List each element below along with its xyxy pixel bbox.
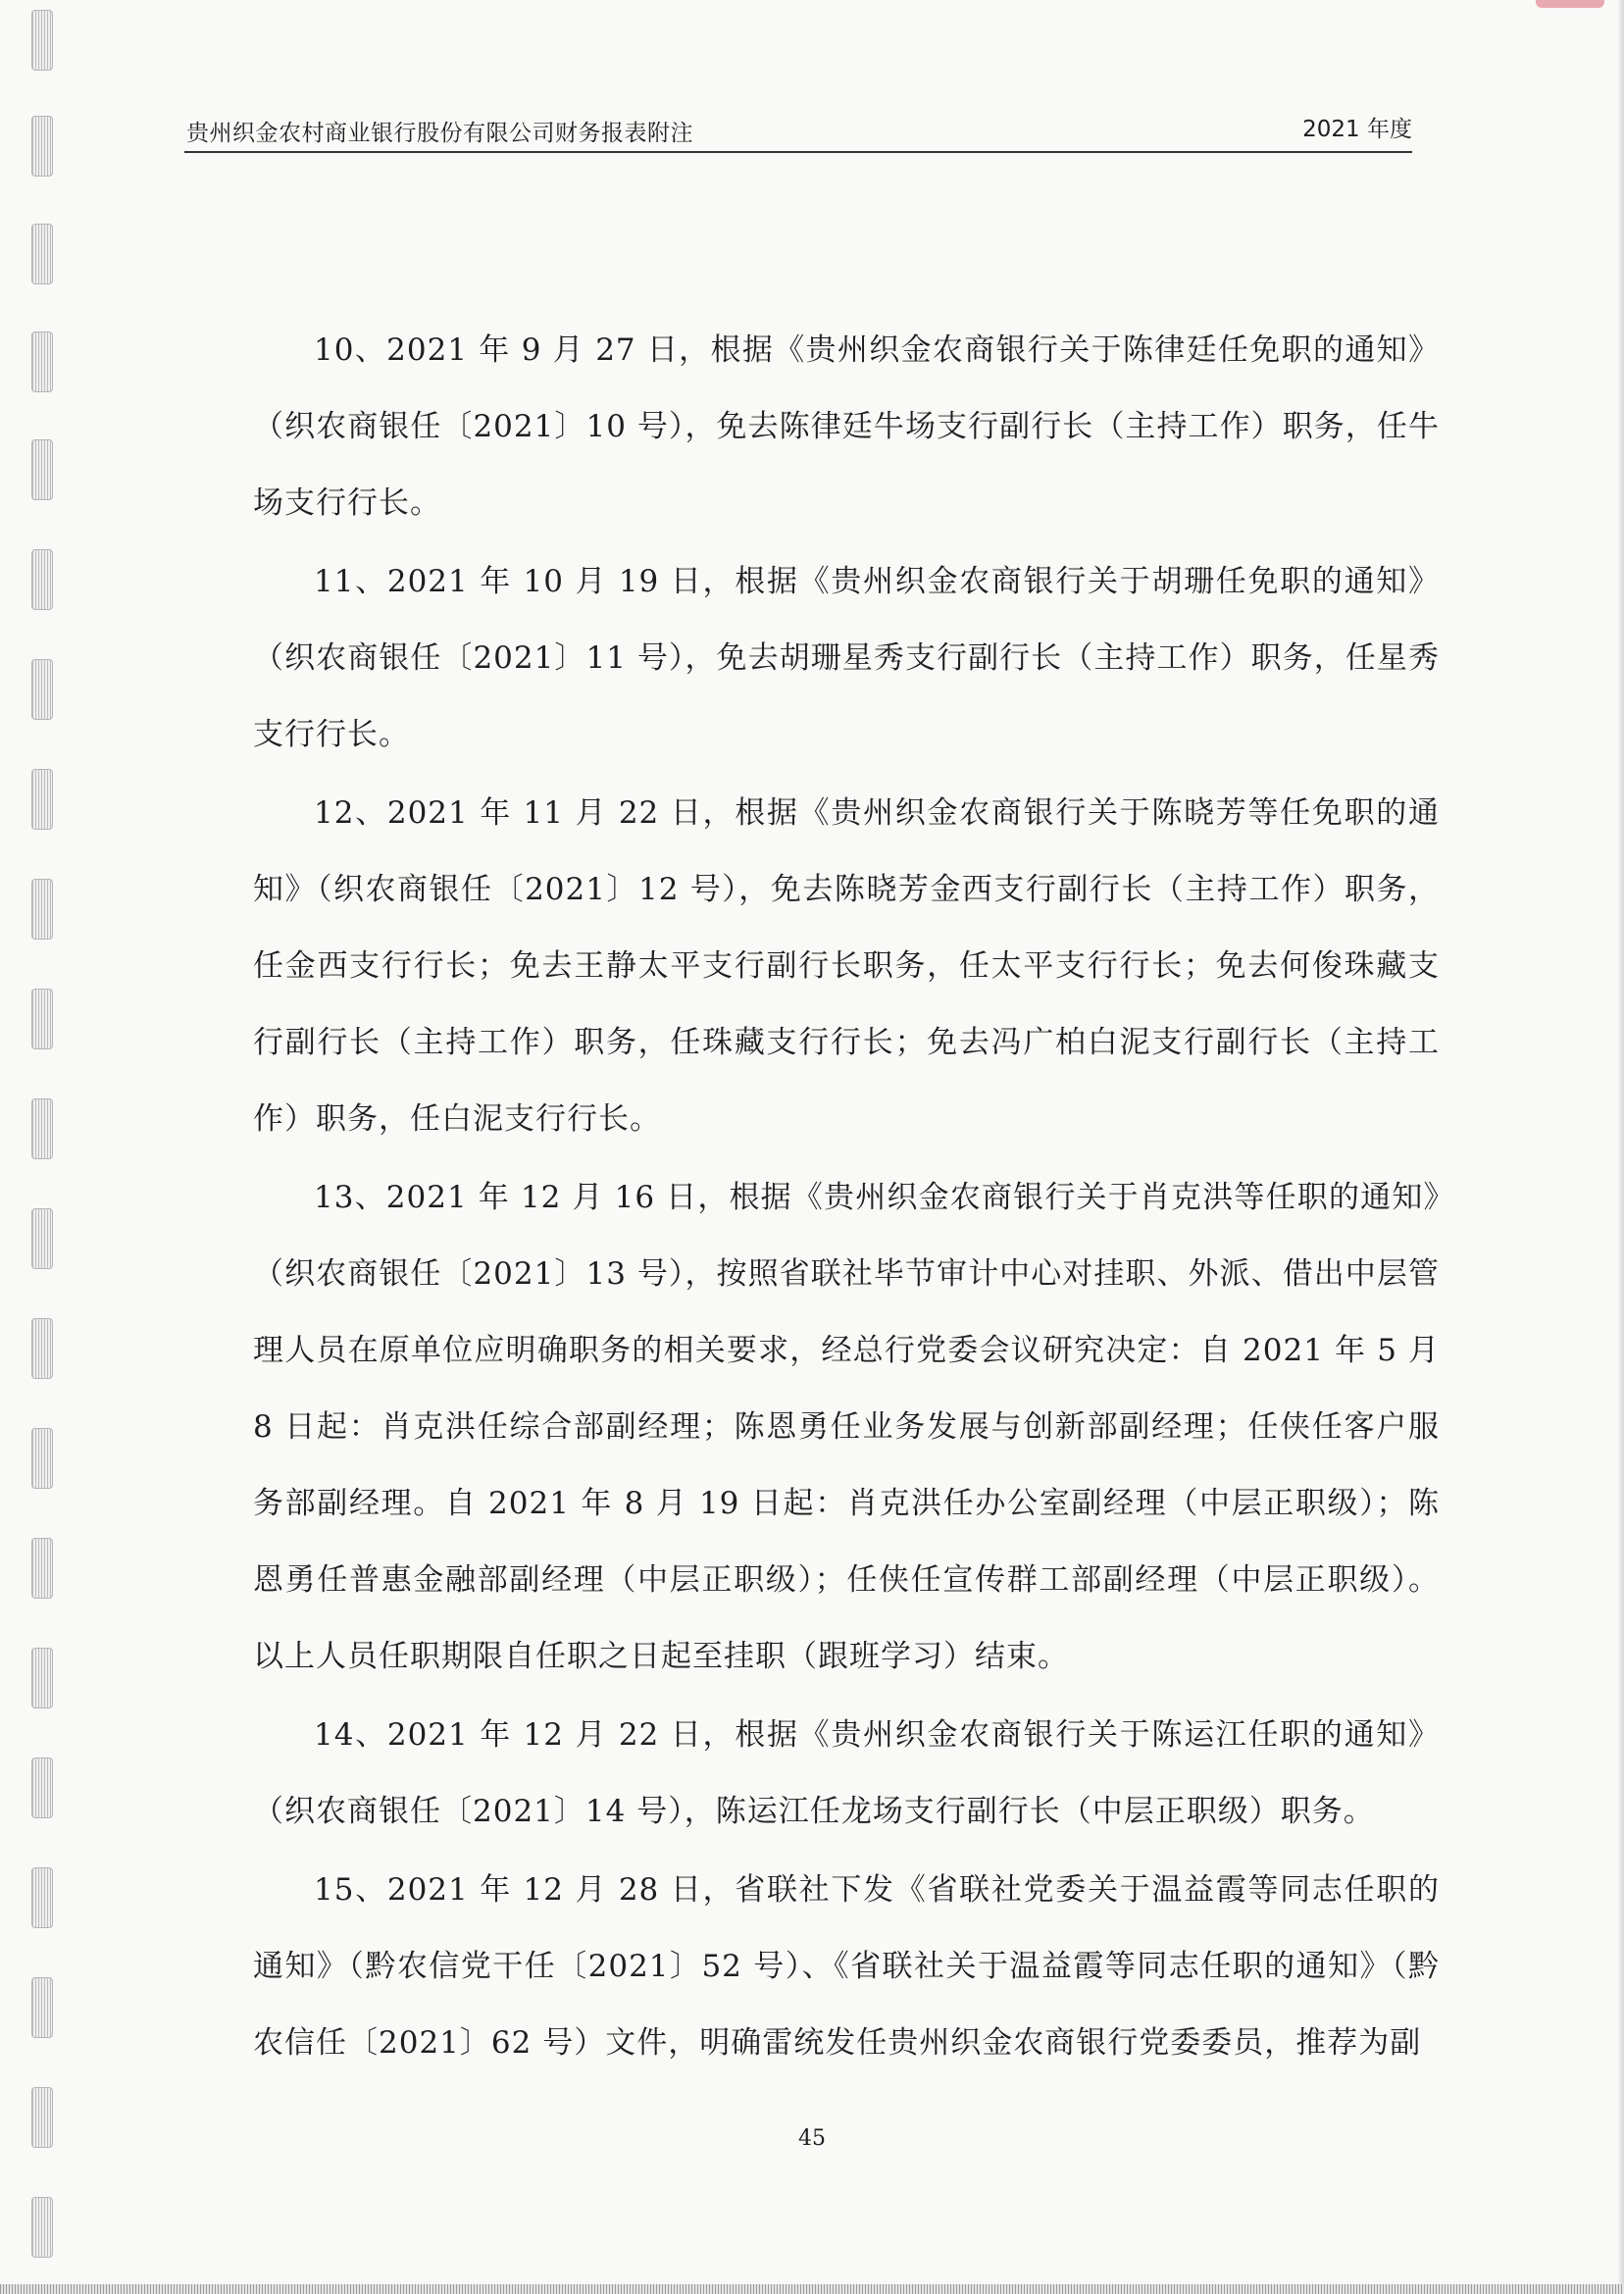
binding-hole xyxy=(31,1098,53,1159)
binding-holes xyxy=(25,0,59,2294)
binding-hole xyxy=(31,1428,53,1489)
page-number: 45 xyxy=(798,2126,826,2151)
binding-hole xyxy=(31,659,53,720)
binding-hole xyxy=(31,439,53,500)
binding-hole xyxy=(31,1208,53,1269)
paragraph: 12、2021 年 11 月 22 日，根据《贵州织金农商银行关于陈晓芳等任免职的通知》（织农商银任〔2021〕12 号），免去陈晓芳金西支行副行长（主持工作）职务，任金西支行行长；免去王静太平支行副行长职务，任太平支行行长；免去何俊珠藏支行副行长（主持工作）职务，任珠藏支行行长；免去冯广柏白泥支行副行长（主持工作）职务，任白泥支行行长。 xyxy=(253,795,1440,1137)
binding-hole xyxy=(31,549,53,610)
binding-hole xyxy=(31,10,53,71)
paragraph: 11、2021 年 10 月 19 日，根据《贵州织金农商银行关于胡珊任免职的通知》（织农商银任〔2021〕11 号），免去胡珊星秀支行副行长（主持工作）职务，任星秀支行行长。 xyxy=(253,564,1440,752)
document-body xyxy=(253,312,1440,2083)
corner-mark xyxy=(1536,0,1604,8)
binding-hole xyxy=(31,1867,53,1928)
binding-hole xyxy=(31,1977,53,2038)
binding-hole xyxy=(31,1318,53,1379)
page-edge xyxy=(1618,0,1624,2294)
binding-hole xyxy=(31,1648,53,1708)
binding-hole xyxy=(31,331,53,392)
paragraph: 10、2021 年 9 月 27 日，根据《贵州织金农商银行关于陈律廷任免职的通知》（织农商银任〔2021〕10 号），免去陈律廷牛场支行副行长（主持工作）职务，任牛场支行行长。 xyxy=(253,332,1440,521)
page-header xyxy=(184,112,1412,153)
binding-hole xyxy=(31,2197,53,2258)
binding-hole xyxy=(31,879,53,940)
binding-hole xyxy=(31,224,53,284)
binding-hole xyxy=(31,116,53,177)
header-title: 贵州织金农村商业银行股份有限公司财务报表附注 xyxy=(186,121,693,146)
paragraph: 13、2021 年 12 月 16 日，根据《贵州织金农商银行关于肖克洪等任职的通知》（织农商银任〔2021〕13 号），按照省联社毕节审计中心对挂职、外派、借出中层管理人员在原单位应明确职务的相关要求，经总行党委会议研究决定：自 2021 年 5 月 8 日起：肖克洪任综合部副经理；陈恩勇任业务发展与创新部副经理；任侠任客户服务部副经理。自 2021 年 8 月 19 日起：肖克洪任办公室副经理（中层正职级）；陈恩勇任普惠金融部副经理（中层正职级）；任侠任宣传群工部副经理（中层正职级）。以上人员任职期限自任职之日起至挂职（跟班学习）结束。 xyxy=(253,1180,1440,1674)
binding-hole xyxy=(31,769,53,830)
header-year: 2021 年度 xyxy=(1302,117,1412,142)
scan-edge xyxy=(0,2284,1624,2294)
paragraph: 14、2021 年 12 月 22 日，根据《贵州织金农商银行关于陈运江任职的通知》（织农商银任〔2021〕14 号），陈运江任龙场支行副行长（中层正职级）职务。 xyxy=(253,1717,1440,1829)
binding-hole xyxy=(31,1758,53,1818)
paragraph: 15、2021 年 12 月 28 日，省联社下发《省联社党委关于温益霞等同志任职的通知》（黔农信党干任〔2021〕52 号）、《省联社关于温益霞等同志任职的通知》（黔农信任〔2021〕62 号）文件，明确雷统发任贵州织金农商银行党委委员，推荐为副 xyxy=(253,1872,1440,2061)
binding-hole xyxy=(31,1538,53,1599)
binding-hole xyxy=(31,989,53,1049)
